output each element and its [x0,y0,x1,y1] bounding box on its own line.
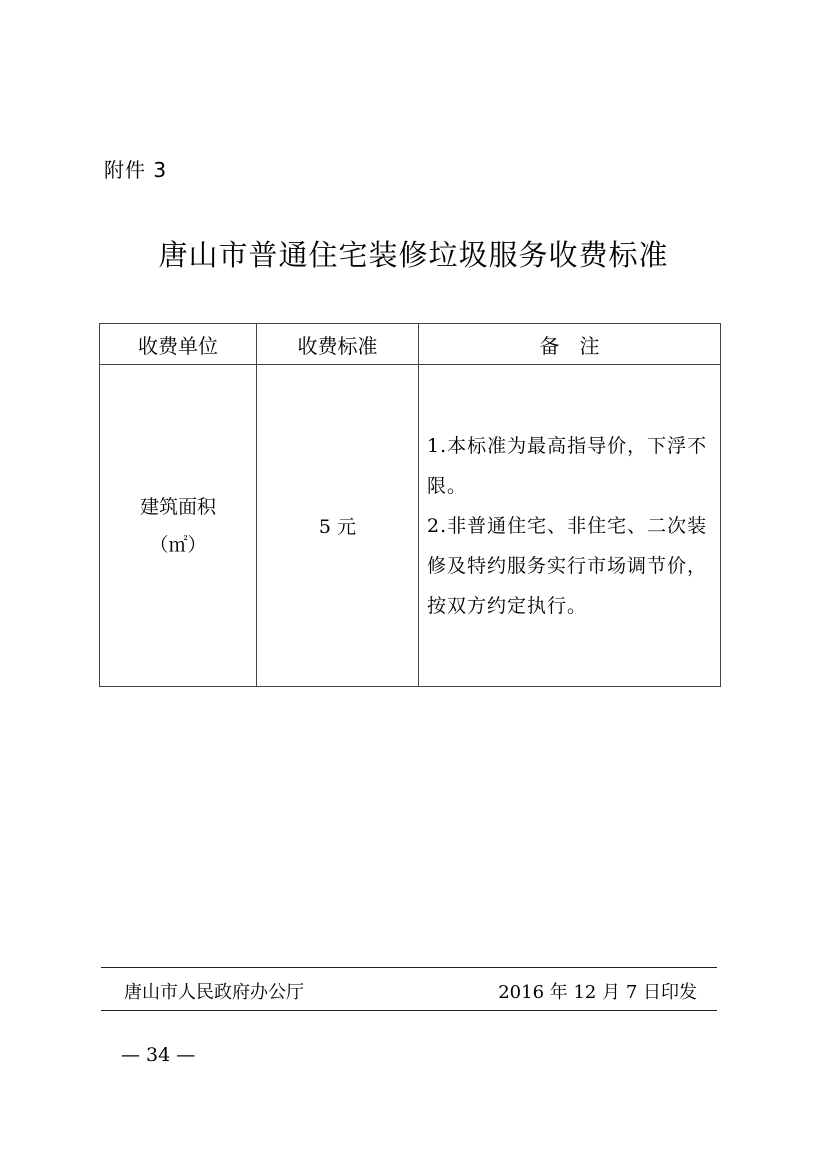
table-header-row [100,324,721,365]
remarks-cell [419,365,721,687]
fee-standard-table [99,323,721,687]
header-remarks: 备 注 [419,324,721,365]
fee-unit-measure: （㎡） [149,533,207,556]
header-fee-standard: 收费标准 [257,324,419,365]
fee-unit-cell [100,365,257,687]
footer-issue-date: 2016 年 12 月 7 日印发 [498,982,697,1003]
fee-unit-label: 建筑面积 [139,495,216,518]
table-row [100,365,721,687]
remark-item: 2.非普通住宅、非住宅、二次装修及特约服务实行市场调节价，按双方约定执行。 [427,514,708,617]
document-title: 唐山市普通住宅装修垃圾服务收费标准 [158,238,669,272]
fee-standard-cell: 5 元 [257,365,419,687]
attachment-label: 附件 3 [104,158,168,182]
header-fee-unit: 收费单位 [100,324,257,365]
footer-bottom-rule [101,1010,717,1011]
remark-item: 1.本标准为最高指导价，下浮不限。 [427,434,708,497]
footer-top-rule [101,967,717,968]
page-number: — 34 — [121,1044,196,1066]
footer-issuer: 唐山市人民政府办公厅 [124,982,304,1003]
